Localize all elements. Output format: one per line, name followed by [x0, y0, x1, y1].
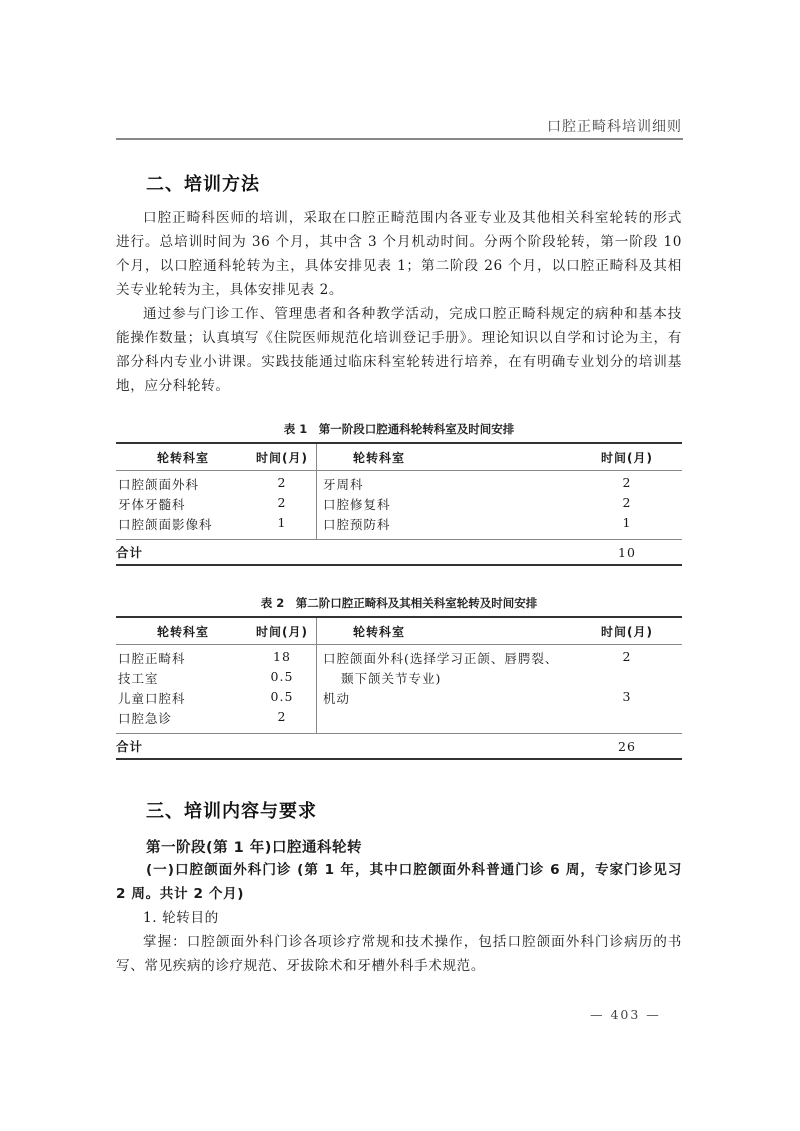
item-heading: 1. 轮转目的 [143, 910, 219, 926]
cell-time: 2 [622, 495, 632, 510]
paragraph-objectives: 掌握：口腔颌面外科门诊各项诊疗常规和技术操作，包括口腔颌面外科门诊病历的书写、常见疾病的诊疗规范、牙拔除术和牙槽外科手术规范。 [116, 934, 682, 974]
page-number: — 403 — [590, 1007, 661, 1022]
cell-dept: 口腔预防科 [317, 515, 573, 540]
header-time: 时间(月) [572, 443, 682, 471]
header-dept: 轮转科室 [116, 443, 248, 471]
table-row [116, 645, 682, 670]
cell-time: 1 [277, 515, 287, 530]
cell-dept: 口腔急诊 [118, 711, 173, 726]
cell-time: 2 [277, 475, 287, 490]
cell-dept: 儿童口腔科 [118, 691, 186, 706]
stage-heading: 第一阶段(第 1 年)口腔通科轮转 [146, 840, 362, 856]
section-heading-training-content: 三、培训内容与要求 [146, 801, 317, 822]
cell-time [572, 709, 682, 734]
table-header-row [116, 443, 682, 471]
cell-dept-text: 颞下颌关节专业) [341, 671, 442, 686]
cell-time [572, 669, 682, 689]
subsection-heading: (一)口腔颌面外科门诊 (第 1 年，其中口腔颌面外科普通门诊 6 周，专家门诊见习 2 周。共计 2 个月) [116, 862, 682, 902]
cell-dept [317, 709, 573, 734]
cell-dept: 机动 [317, 689, 573, 709]
cell-time: 2 [622, 649, 632, 664]
table-row [116, 709, 682, 734]
header-rule [116, 138, 683, 140]
cell-dept: 口腔颌面影像科 [118, 517, 213, 532]
table-2 [116, 616, 682, 760]
cell-time: 2 [622, 475, 632, 490]
cell-time: 0.5 [270, 669, 294, 684]
cell-dept: 口腔颌面外科(选择学习正颌、唇腭裂、 [317, 645, 573, 670]
cell-dept-continued [317, 669, 573, 689]
total-value: 10 [572, 540, 682, 566]
cell-dept: 口腔正畸科 [118, 651, 186, 666]
header-time: 时间(月) [572, 617, 682, 645]
cell-time: 18 [273, 649, 291, 664]
table-row [116, 669, 682, 689]
table-total-row [116, 540, 682, 566]
header-dept: 轮转科室 [317, 617, 573, 645]
table-total-row [116, 734, 682, 760]
cell-time: 3 [622, 689, 632, 704]
section-heading-training-methods: 二、培训方法 [146, 174, 260, 195]
table-2-caption: 表 2 第二阶口腔正畸科及其相关科室轮转及时间安排 [260, 596, 538, 610]
cell-dept: 牙周科 [317, 471, 573, 496]
header-dept: 轮转科室 [317, 443, 573, 471]
paragraph-2: 通过参与门诊工作、管理患者和各种教学活动，完成口腔正畸科规定的病种和基本技能操作数量；认真填写《住院医师规范化培训登记手册》。理论知识以自学和讨论为主，有部分科内专业小讲课。实践技能通过临床科室轮转进行培养，在有明确专业划分的培训基地，应分科轮转。 [116, 306, 682, 394]
cell-dept: 牙体牙髓科 [118, 497, 186, 512]
table-header-row [116, 617, 682, 645]
cell-time: 2 [277, 495, 287, 510]
running-head: 口腔正畸科培训细则 [547, 119, 682, 135]
table-1 [116, 442, 682, 566]
table-row [116, 471, 682, 496]
table-row [116, 515, 682, 540]
paragraph-1: 口腔正畸科医师的培训，采取在口腔正畸范围内各亚专业及其他相关科室轮转的形式进行。总培训时间为 36 个月，其中含 3 个月机动时间。分两个阶段轮转，第一阶段 10 个月，以口腔通科轮转为主，具体安排见表 1；第二阶段 26 个月，以口腔正畸科及其相关专业轮转为主，具体安排见表 2。 [116, 210, 682, 298]
cell-time: 0.5 [270, 689, 294, 704]
total-label: 合计 [116, 734, 572, 760]
cell-dept: 技工室 [118, 671, 159, 686]
header-time: 时间(月) [248, 617, 317, 645]
cell-dept: 口腔颌面外科 [118, 477, 200, 492]
total-value: 26 [572, 734, 682, 760]
cell-dept: 口腔修复科 [317, 495, 573, 515]
header-dept: 轮转科室 [116, 617, 248, 645]
table-1-caption: 表 1 第一阶段口腔通科轮转科室及时间安排 [283, 422, 515, 436]
cell-time: 2 [277, 709, 287, 724]
cell-time: 1 [622, 515, 632, 530]
table-row [116, 689, 682, 709]
header-time: 时间(月) [248, 443, 317, 471]
total-label: 合计 [116, 540, 572, 566]
table-row [116, 495, 682, 515]
